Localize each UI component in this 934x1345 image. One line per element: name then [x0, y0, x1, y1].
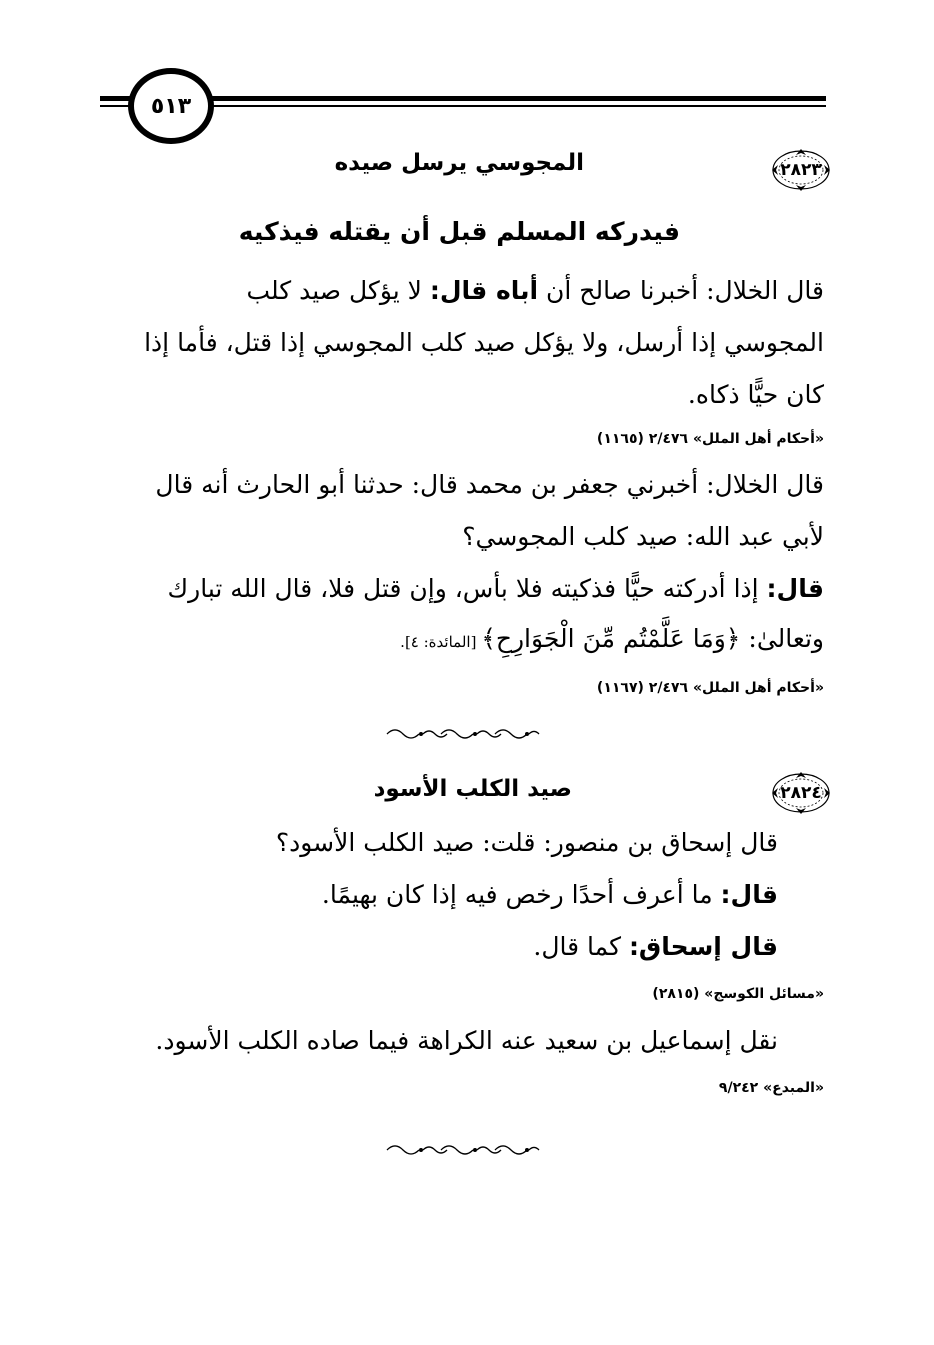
reference-citation: «المبدع» ٩/٢٤٢ [718, 1080, 824, 1096]
speaker-label: أباه قال: [429, 276, 539, 305]
paragraph-line [533, 932, 778, 961]
reference-citation: «أحكام أهل الملل» ٢/٤٧٦ (١١٦٧) [596, 680, 824, 696]
entry-number: ٢٨٢٤ [780, 783, 822, 803]
quran-verse: ﴿وَمَا عَلَّمْتُم مِّنَ الْجَوَارِحِ﴾ [481, 624, 741, 653]
text-segment: ما أعرف أحدًا رخص فيه إذا كان بهيمًا. [321, 880, 721, 909]
paragraph-line [400, 624, 824, 653]
entry-number: ٢٨٢٣ [780, 160, 822, 180]
reference-citation: «أحكام أهل الملل» ٢/٤٧٦ (١١٦٥) [596, 431, 824, 447]
entry-number-badge [770, 770, 832, 816]
verse-citation: [المائدة: ٤]. [400, 633, 482, 651]
entry-subtitle: فيدركه المسلم قبل أن يقتله فيذكيه [238, 217, 680, 246]
page-number: ٥١٣ [150, 93, 192, 119]
speaker-label: قال: [766, 574, 824, 603]
paragraph-line: كان حيًّا ذكاه. [687, 380, 824, 409]
text-segment: كما قال. [533, 932, 629, 961]
speaker-label: قال: [720, 880, 778, 909]
paragraph-line [322, 880, 778, 909]
divider-ornament-icon [383, 727, 543, 741]
text-segment: قال الخلال: أخبرنا صالح أن [538, 276, 824, 305]
paragraph-line: المجوسي إذا أرسل، ولا يؤكل صيد كلب المجوسي إذا قتل، فأما إذا [144, 328, 824, 357]
entry-title: المجوسي يرسل صيده [334, 150, 584, 176]
text-segment: إذا أدركته حيًّا فذكيته فلا بأس، وإن قتل فلا، قال الله تبارك [167, 574, 767, 603]
entry-number-badge [770, 147, 832, 193]
paragraph-line [246, 276, 824, 305]
divider-ornament-icon [383, 1143, 543, 1157]
speaker-label: قال إسحاق: [628, 932, 778, 961]
paragraph-line: قال إسحاق بن منصور: قلت: صيد الكلب الأسود؟ [275, 828, 778, 857]
reference-citation: «مسائل الكوسج» (٢٨١٥) [652, 986, 824, 1002]
paragraph-line: قال الخلال: أخبرني جعفر بن محمد قال: حدثنا أبو الحارث أنه قال [155, 470, 824, 499]
paragraph-line: لأبي عبد الله: صيد كلب المجوسي؟ [462, 522, 824, 551]
paragraph-line: نقل إسماعيل بن سعيد عنه الكراهة فيما صاده الكلب الأسود. [155, 1026, 778, 1055]
page-number-badge [128, 68, 214, 144]
text-segment: لا يؤكل صيد كلب [246, 276, 430, 305]
entry-title: صيد الكلب الأسود [373, 776, 572, 802]
text-segment: وتعالىٰ: [740, 624, 824, 653]
paragraph-line [168, 574, 824, 603]
